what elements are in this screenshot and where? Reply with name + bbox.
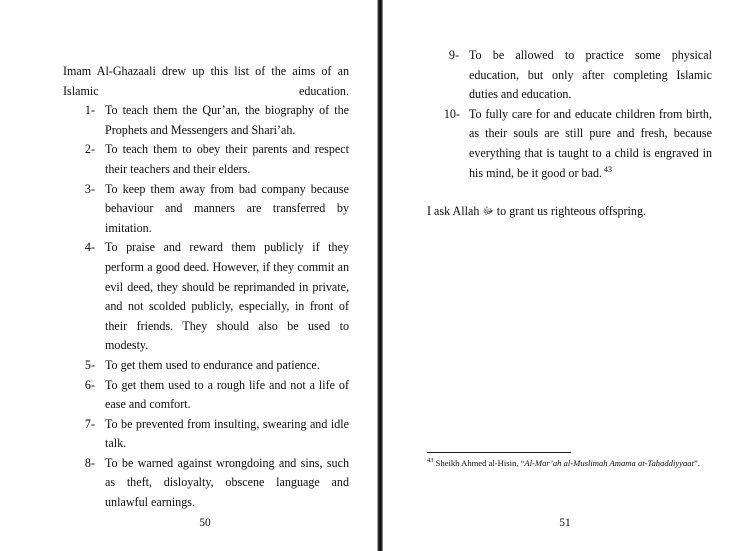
footnote-entry [427, 458, 712, 469]
list-item-number: 7- [84, 416, 95, 431]
list-item-text: To be allowed to practice some physical education, but only after completing Islamic duties and education. [469, 48, 712, 102]
list-item-text: To praise and reward them publicly if they perform a good deed. However, if they commit an evil deed, they should be reprimanded in private, and not scolded publicly, especially, in front of their friends. They should also be used to modesty. [105, 240, 349, 353]
list-item-number: 6- [84, 377, 95, 392]
list-item [63, 140, 349, 179]
closing-text-after: to grant us righteous offspring. [496, 204, 647, 219]
list-item-number: 10- [443, 106, 460, 121]
list-item-text: To get them used to endurance and patience. [105, 357, 320, 372]
footnote-title: Al-Mar’ah al-Muslimah Amama at-Tahaddiyyaat [524, 458, 694, 468]
page-number-left: 50 [199, 517, 211, 529]
list-item-text: To be warned against wrongdoing and sins, such as theft, disloyalty, obscene language and unlawful earnings. [105, 455, 349, 510]
list-item-number: 5- [84, 357, 95, 372]
closing-text-before: I ask Allah [427, 204, 480, 219]
footnote-area [427, 452, 712, 469]
list-item-body: To fully care for and educate children from birth, as their souls are still pure and fresh, because everything that is taught to a child is engraved in his mind, be it good or bad. [469, 106, 712, 180]
intro-paragraph: Imam Al-Ghazaali drew up this list of the aims of an Islamic education. [63, 64, 349, 98]
list-item-number: 9- [448, 48, 459, 62]
page-number-right: 51 [559, 517, 571, 529]
jalla-jalaaluhu-ligature-icon: ﷻ [482, 206, 494, 218]
list-item-text: To be prevented from insulting, swearing and idle talk. [105, 416, 349, 451]
list-item-number: 1- [84, 103, 95, 118]
aims-list-left [63, 101, 349, 512]
footnote-close-quote: ”. [693, 458, 700, 468]
footnote-separator-rule [427, 452, 571, 453]
paragraph-spacer [427, 183, 712, 202]
footnote-author: Sheikh Ahmed al-Hisin, [435, 458, 519, 468]
closing-paragraph [427, 202, 712, 222]
list-item-number: 3- [84, 181, 95, 196]
list-item-text [469, 105, 712, 183]
list-item-number: 8- [84, 455, 95, 470]
list-item-number: 4- [84, 240, 95, 255]
footnote-number: 43 [427, 457, 434, 465]
aims-list-right [427, 46, 712, 183]
footnote-open-quote: “ [520, 458, 525, 468]
list-item [63, 415, 349, 454]
right-page-textblock [427, 46, 712, 222]
page-right [377, 0, 750, 551]
list-item-text: To keep them away from bad company because behaviour and manners are transferred by imitation. [105, 181, 349, 235]
list-item [63, 376, 349, 415]
list-item [427, 46, 712, 105]
list-item [63, 180, 349, 239]
left-page-textblock [63, 62, 349, 513]
footnote-reference-marker: 43 [604, 164, 613, 174]
list-item-text: To teach them the Qur’an, the biography of the Prophets and Messengers and Shari’ah. [105, 103, 349, 137]
list-item [63, 356, 349, 376]
list-item-number: 2- [84, 142, 95, 157]
list-item [427, 105, 712, 183]
list-item-text: To get them used to a rough life and not a life of ease and comfort. [105, 377, 349, 412]
list-item [63, 101, 349, 140]
list-item [63, 238, 349, 356]
list-item [63, 454, 349, 513]
list-item-text: To teach them to obey their parents and respect their teachers and their elders. [105, 142, 349, 176]
